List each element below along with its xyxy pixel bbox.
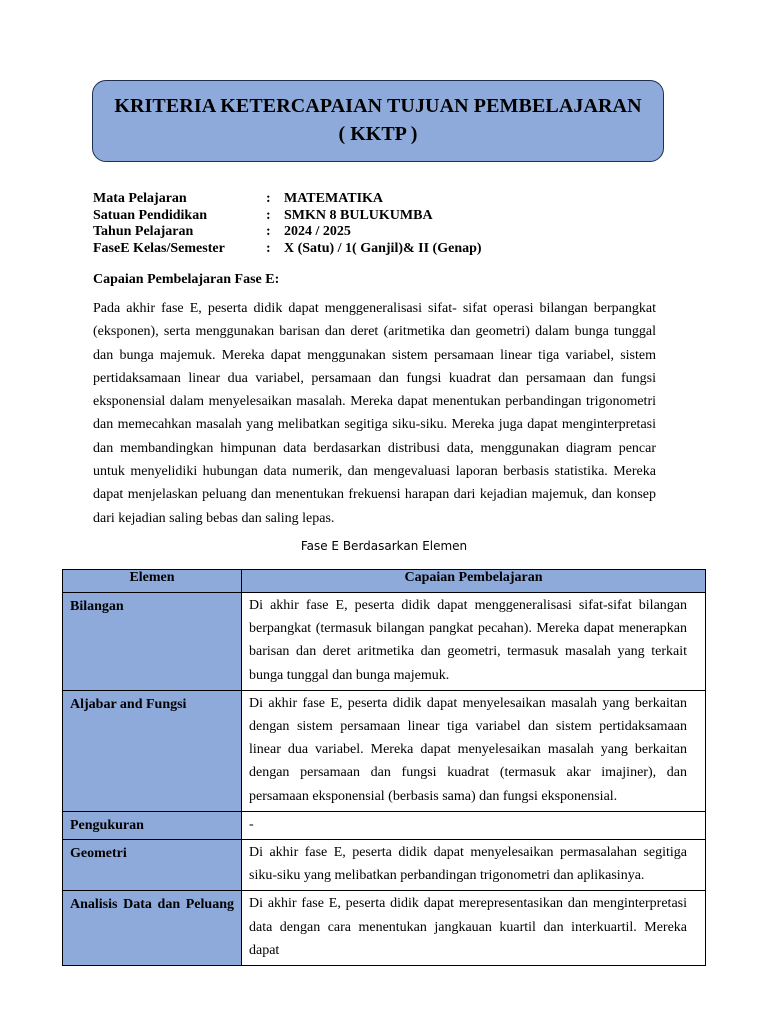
header-elemen: Elemen	[63, 570, 242, 593]
meta-value: 2024 / 2025	[284, 224, 351, 239]
table-header-row	[63, 570, 706, 593]
capaian-cell: Di akhir fase E, peserta didik dapat merepresentasikan dan menginterpretasi data dengan cara menentukan jangkauan kuartil dan interkuartil. Mereka dapat	[242, 891, 706, 966]
table-row	[63, 840, 706, 891]
meta-label: Satuan Pendidikan	[93, 207, 207, 223]
elemen-cell: Bilangan	[63, 593, 242, 691]
meta-row-phase	[93, 241, 482, 258]
elemen-cell: Pengukuran	[63, 811, 242, 839]
elemen-cell: Aljabar and Fungsi	[63, 690, 242, 811]
capaian-heading: Capaian Pembelajaran Fase E:	[93, 272, 280, 287]
meta-colon: :	[266, 240, 271, 256]
table-row	[63, 690, 706, 811]
header-capaian: Capaian Pembelajaran	[242, 570, 706, 593]
capaian-cell: Di akhir fase E, peserta didik dapat menyelesaikan permasalahan segitiga siku-siku yang melibatkan perbandingan trigonometri dan aplikasinya.	[242, 840, 706, 891]
table-caption: Fase E Berdasarkan Elemen	[300, 539, 468, 553]
table-row	[63, 811, 706, 839]
capaian-paragraph: Pada akhir fase E, peserta didik dapat menggeneralisasi sifat- sifat operasi bilangan berpangkat (eksponen), serta menggunakan barisan dan deret (aritmetika dan geometri) dalam bunga tunggal dan bunga majemuk. Mereka dapat menggunakan sistem persamaan linear tiga variabel, sistem pertidaksamaan linear dua variabel, persamaan dan fungsi kuadrat dan persamaan dan fungsi eksponensial dalam menyelesaikan masalah. Mereka dapat menentukan perbandingan trigonometri dan memecahkan masalah yang melibatkan segitiga siku-siku. Mereka juga dapat menginterpretasi dan membandingkan himpunan data berdasarkan distribusi data, menggunakan diagram pencar untuk menyelidiki hubungan data numerik, dan mengevaluasi laporan berbasis statistika. Mereka dapat menjelaskan peluang dan menentukan frekuensi harapan dari kejadian majemuk, dan konsep dari kejadian saling bebas dan saling lepas.	[93, 301, 656, 526]
meta-row-subject	[93, 191, 482, 208]
meta-value: X (Satu) / 1( Ganjil)& II (Genap)	[284, 240, 482, 256]
elemen-cell: Geometri	[63, 840, 242, 891]
meta-row-school	[93, 208, 482, 225]
document-title-box	[92, 80, 664, 162]
table-row	[63, 891, 706, 966]
meta-colon: :	[266, 191, 271, 206]
meta-colon: :	[266, 224, 271, 239]
capaian-cell: -	[242, 811, 706, 839]
meta-row-year	[93, 224, 482, 241]
capaian-cell: Di akhir fase E, peserta didik dapat menggeneralisasi sifat-sifat bilangan berpangkat (termasuk bilangan pangkat pecahan). Mereka dapat menerapkan barisan dan deret aritmetika dan geometri, termasuk masalah yang terkait bunga tunggal dan bunga majemuk.	[242, 593, 706, 691]
capaian-table	[62, 569, 706, 966]
document-meta	[93, 191, 482, 257]
meta-value: MATEMATIKA	[284, 191, 384, 206]
document-title: KRITERIA KETERCAPAIAN TUJUAN PEMBELAJARAN	[114, 95, 642, 117]
meta-label: FaseE Kelas/Semester	[93, 240, 225, 256]
document-subtitle: ( KKTP )	[338, 123, 418, 145]
table-row	[63, 593, 706, 691]
elemen-cell: Analisis Data dan Peluang	[63, 891, 242, 966]
meta-colon: :	[266, 207, 271, 223]
meta-value: SMKN 8 BULUKUMBA	[284, 207, 433, 223]
capaian-cell: Di akhir fase E, peserta didik dapat menyelesaikan masalah yang berkaitan dengan sistem persamaan linear tiga variabel dan sistem pertidaksamaan linear dua variabel. Mereka dapat menyelesaikan masalah yang berkaitan dengan persamaan dan fungsi kuadrat (termasuk akar imajiner), dan persamaan eksponensial (berbasis sama) dan fungsi eksponensial.	[242, 690, 706, 811]
meta-label: Tahun Pelajaran	[93, 224, 194, 239]
meta-label: Mata Pelajaran	[93, 191, 187, 206]
